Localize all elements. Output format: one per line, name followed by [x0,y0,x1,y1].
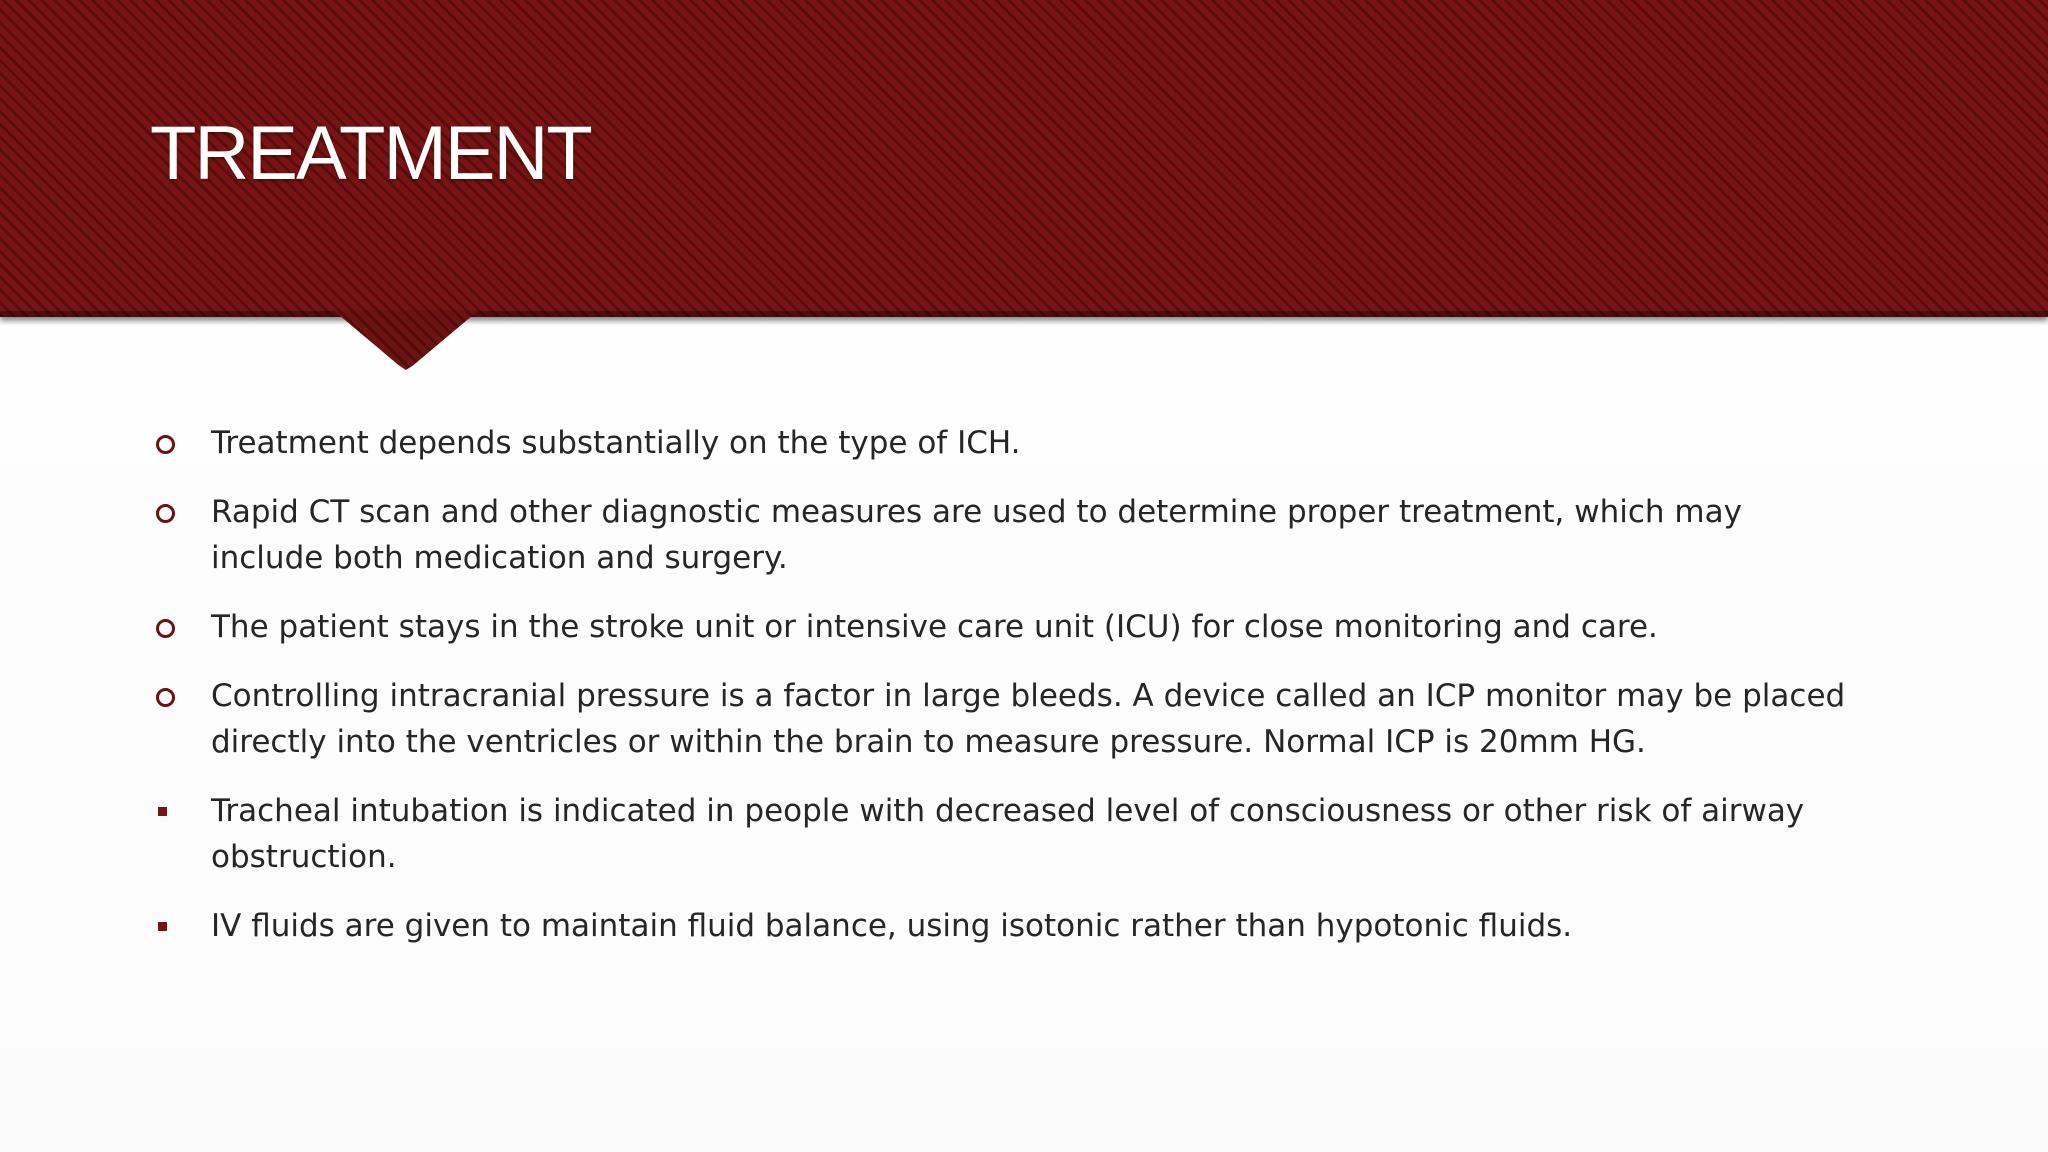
bullet-text: Rapid CT scan and other diagnostic measures are used to determine proper treatment, which may include both medication and surgery. [211,494,1742,576]
list-item [150,673,1850,765]
circle-bullet-icon [156,435,175,454]
bullet-text: Treatment depends substantially on the type of ICH. [211,425,1021,461]
list-item [150,604,1850,650]
bullet-list [150,420,1850,972]
bullet-text: Tracheal intubation is indicated in people with decreased level of consciousness or other risk of airway obstruction. [211,793,1805,875]
header-notch [333,310,479,370]
circle-bullet-icon [156,688,175,707]
bullet-text: Controlling intracranial pressure is a factor in large bleeds. A device called an ICP monitor may be placed directly into the ventricles or within the brain to measure pressure. Normal ICP is 20mm HG. [211,678,1846,760]
square-bullet-icon [158,807,167,816]
bullet-text: The patient stays in the stroke unit or intensive care unit (ICU) for close monitoring and care. [211,609,1658,645]
circle-bullet-icon [156,504,175,523]
square-bullet-icon [158,922,167,931]
slide-title: TREATMENT [150,111,591,196]
bullet-text: IV fluids are given to maintain fluid balance, using isotonic rather than hypotonic fluids. [211,908,1573,944]
list-item [150,788,1850,880]
list-item [150,903,1850,949]
circle-bullet-icon [156,619,175,638]
list-item [150,420,1850,466]
list-item [150,489,1850,581]
